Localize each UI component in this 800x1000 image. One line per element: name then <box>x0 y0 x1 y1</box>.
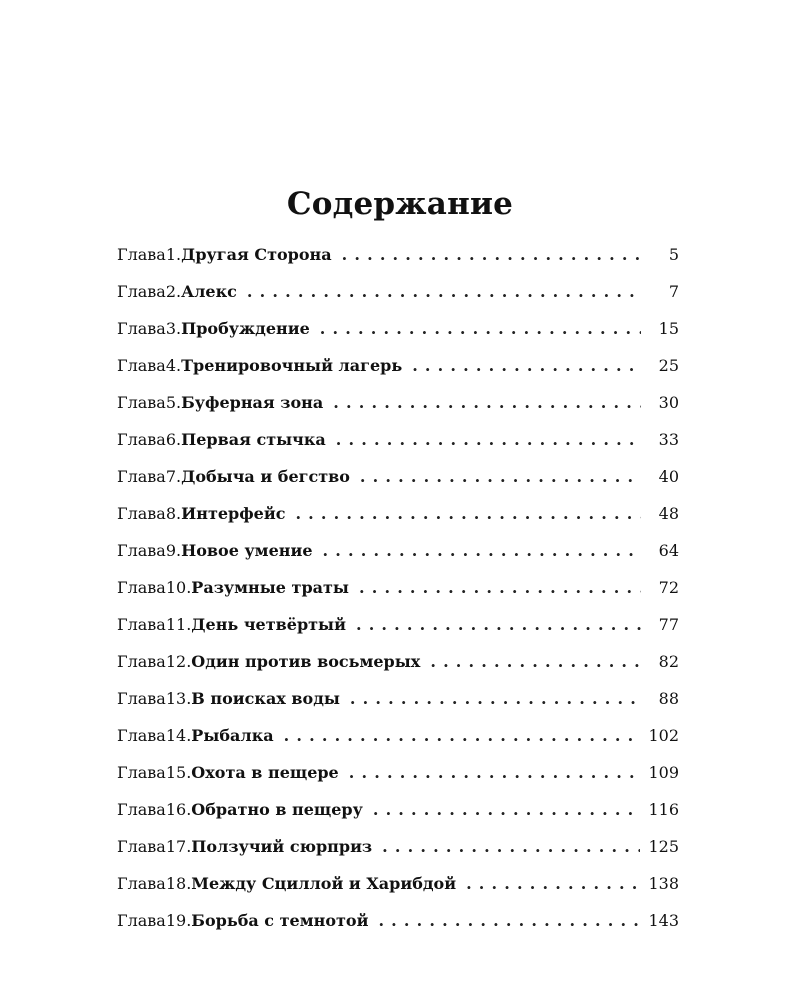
chapter-label: Глава <box>117 763 166 782</box>
toc-entry[interactable] <box>117 273 679 310</box>
page-number: 143 <box>648 911 679 930</box>
chapter-label: Глава <box>117 319 166 338</box>
chapter-number: 9. <box>165 541 182 560</box>
chapter-title: Новое умение <box>181 541 313 560</box>
toc-entry[interactable] <box>117 791 679 828</box>
chapter-number: 7. <box>165 467 182 486</box>
dot-leader <box>430 643 641 680</box>
page-number: 5 <box>668 245 679 264</box>
chapter-number: 19. <box>165 911 192 930</box>
chapter-number: 12. <box>165 652 192 671</box>
page-number: 48 <box>658 504 679 523</box>
dot-leader <box>247 273 641 310</box>
toc-entry[interactable] <box>117 606 679 643</box>
chapter-label: Глава <box>117 874 166 893</box>
page-number: 72 <box>658 578 679 597</box>
page-number: 64 <box>658 541 679 560</box>
chapter-title: Между Сциллой и Харибдой <box>191 874 457 893</box>
chapter-label: Глава <box>117 467 166 486</box>
dot-leader <box>336 421 641 458</box>
page-number: 30 <box>658 393 679 412</box>
dot-leader <box>359 569 641 606</box>
chapter-number: 15. <box>165 763 192 782</box>
page-number: 25 <box>658 356 679 375</box>
chapter-label: Глава <box>117 504 166 523</box>
toc-entry[interactable] <box>117 347 679 384</box>
chapter-title: В поисках воды <box>191 689 340 708</box>
chapter-label: Глава <box>117 245 166 264</box>
table-of-contents <box>117 236 679 939</box>
toc-entry[interactable] <box>117 828 679 865</box>
chapter-number: 8. <box>165 504 182 523</box>
chapter-title: Первая стычка <box>181 430 326 449</box>
chapter-number: 17. <box>165 837 192 856</box>
chapter-title: Добыча и бегство <box>181 467 350 486</box>
page-number: 15 <box>658 319 679 338</box>
chapter-number: 11. <box>165 615 192 634</box>
page-number: 109 <box>648 763 679 782</box>
chapter-title: Охота в пещере <box>191 763 339 782</box>
chapter-title: Один против восьмерых <box>191 652 421 671</box>
chapter-label: Глава <box>117 393 166 412</box>
dot-leader <box>320 310 641 347</box>
page-number: 102 <box>648 726 679 745</box>
toc-entry[interactable] <box>117 495 679 532</box>
chapter-title: Другая Сторона <box>181 245 332 264</box>
toc-entry[interactable] <box>117 902 679 939</box>
chapter-number: 5. <box>165 393 182 412</box>
chapter-label: Глава <box>117 356 166 375</box>
dot-leader <box>360 458 641 495</box>
toc-entry[interactable] <box>117 532 679 569</box>
chapter-label: Глава <box>117 541 166 560</box>
chapter-number: 10. <box>165 578 192 597</box>
dot-leader <box>295 495 641 532</box>
chapter-label: Глава <box>117 578 166 597</box>
page-number: 40 <box>658 467 679 486</box>
page-number: 88 <box>658 689 679 708</box>
dot-leader <box>373 791 641 828</box>
chapter-title: Рыбалка <box>191 726 274 745</box>
chapter-title: Интерфейс <box>181 504 286 523</box>
toc-entry[interactable] <box>117 569 679 606</box>
chapter-title: Буферная зона <box>181 393 324 412</box>
chapter-title: День четвёртый <box>191 615 346 634</box>
chapter-title: Алекс <box>181 282 237 301</box>
page-number: 82 <box>658 652 679 671</box>
chapter-title: Тренировочный лагерь <box>181 356 403 375</box>
dot-leader <box>412 347 641 384</box>
page-number: 7 <box>668 282 679 301</box>
page-number: 33 <box>658 430 679 449</box>
chapter-label: Глава <box>117 837 166 856</box>
dot-leader <box>333 384 641 421</box>
chapter-number: 1. <box>165 245 182 264</box>
chapter-number: 6. <box>165 430 182 449</box>
page-number: 138 <box>648 874 679 893</box>
chapter-title: Разумные траты <box>191 578 349 597</box>
chapter-title: Борьба с темнотой <box>191 911 369 930</box>
dot-leader <box>323 532 641 569</box>
toc-entry[interactable] <box>117 680 679 717</box>
dot-leader <box>342 236 641 273</box>
toc-entry[interactable] <box>117 754 679 791</box>
dot-leader <box>378 902 640 939</box>
page-number: 125 <box>648 837 679 856</box>
dot-leader <box>356 606 641 643</box>
chapter-title: Ползучий сюрприз <box>191 837 373 856</box>
chapter-label: Глава <box>117 615 166 634</box>
dot-leader <box>466 865 640 902</box>
dot-leader <box>349 754 641 791</box>
toc-entry[interactable] <box>117 643 679 680</box>
chapter-number: 3. <box>165 319 182 338</box>
chapter-label: Глава <box>117 282 166 301</box>
page-number: 77 <box>658 615 679 634</box>
chapter-number: 4. <box>165 356 182 375</box>
chapter-title: Пробуждение <box>181 319 310 338</box>
chapter-title: Обратно в пещеру <box>191 800 363 819</box>
chapter-number: 16. <box>165 800 192 819</box>
dot-leader <box>382 828 640 865</box>
toc-entry[interactable] <box>117 717 679 754</box>
chapter-label: Глава <box>117 689 166 708</box>
dot-leader <box>284 717 641 754</box>
chapter-label: Глава <box>117 430 166 449</box>
toc-entry[interactable] <box>117 865 679 902</box>
chapter-label: Глава <box>117 652 166 671</box>
chapter-number: 14. <box>165 726 192 745</box>
toc-entry[interactable] <box>117 458 679 495</box>
toc-entry[interactable] <box>117 384 679 421</box>
chapter-label: Глава <box>117 911 166 930</box>
chapter-number: 2. <box>165 282 182 301</box>
chapter-number: 13. <box>165 689 192 708</box>
page-title: Содержание <box>286 186 514 222</box>
chapter-label: Глава <box>117 726 166 745</box>
toc-entry[interactable] <box>117 310 679 347</box>
toc-entry[interactable] <box>117 236 679 273</box>
page-number: 116 <box>648 800 679 819</box>
chapter-number: 18. <box>165 874 192 893</box>
toc-entry[interactable] <box>117 421 679 458</box>
dot-leader <box>350 680 641 717</box>
chapter-label: Глава <box>117 800 166 819</box>
